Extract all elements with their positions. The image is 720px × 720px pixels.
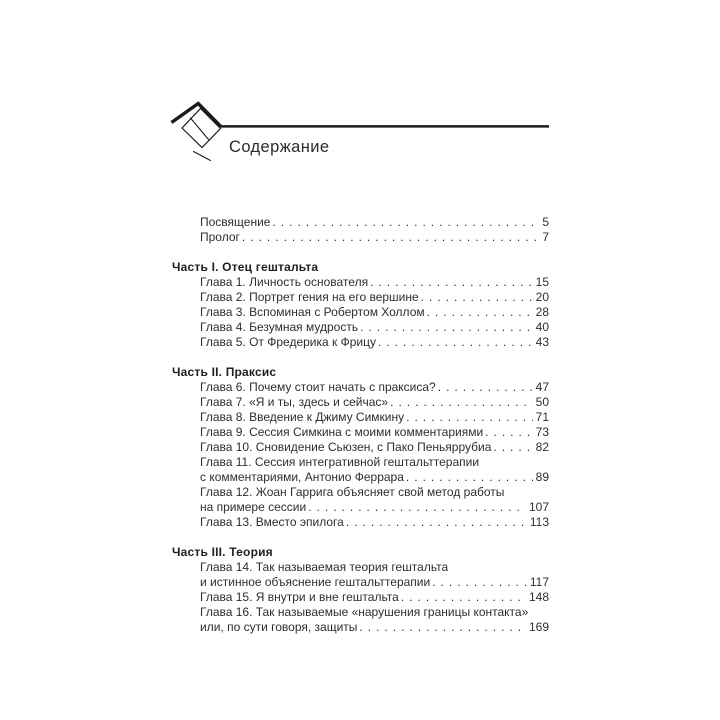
toc-part-heading: Часть I. Отец гештальта (172, 260, 319, 274)
dot-leader (438, 380, 533, 395)
page-number: 71 (535, 410, 549, 424)
toc-section-part (172, 365, 549, 530)
dot-leader (272, 215, 539, 230)
dot-leader (242, 230, 539, 245)
toc-entry (172, 425, 549, 440)
dot-leader (359, 620, 526, 635)
toc-entry (172, 275, 549, 290)
toc-entry-text: Глава 12. Жоан Гаррига объясняет свой метод работы (200, 485, 505, 499)
open-book-icon (172, 104, 221, 161)
page-number: 15 (535, 275, 549, 289)
page-number: 28 (535, 305, 549, 319)
toc-entry-line (200, 605, 549, 620)
page-number: 43 (535, 335, 549, 349)
toc-entry-text: Глава 6. Почему стоит начать с праксиса? (200, 380, 436, 394)
toc-entry-line (200, 455, 549, 470)
toc-entry (172, 590, 549, 605)
toc-section-part (172, 545, 549, 635)
toc-entry (172, 485, 549, 515)
page-number: 7 (542, 230, 549, 244)
toc-entry (172, 320, 549, 335)
dot-leader (346, 515, 527, 530)
page-number: 73 (535, 425, 549, 439)
toc-entry-text: Глава 14. Так называемая теория гештальта (200, 560, 449, 574)
page-number: 148 (528, 590, 549, 604)
toc-entry-text: Глава 5. От Фредерика к Фрицу (200, 335, 376, 349)
toc-section-front-matter (172, 215, 549, 245)
dot-leader (421, 290, 533, 305)
toc-entry (172, 440, 549, 455)
page-number: 113 (529, 515, 549, 529)
dot-leader (390, 395, 533, 410)
toc-entry-text: Глава 11. Сессия интегративной гештальттерапии (200, 455, 480, 469)
toc-entry-text: с комментариями, Антонио Феррара (200, 470, 404, 484)
toc-entry-line (200, 515, 549, 530)
toc-entry-line (200, 305, 549, 320)
toc-entry-line (200, 215, 549, 230)
page-number: 107 (528, 500, 549, 514)
toc-entry-text: Глава 3. Вспоминая с Робертом Холлом (200, 305, 425, 319)
toc-entry-line (200, 275, 549, 290)
dot-leader (360, 320, 533, 335)
toc-entry (172, 290, 549, 305)
toc-entry (172, 410, 549, 425)
toc-entry-line (200, 320, 549, 335)
dot-leader (493, 440, 532, 455)
toc-entry (172, 380, 549, 395)
toc-entry-line (200, 335, 549, 350)
toc-entry (172, 605, 549, 635)
dot-leader (432, 575, 527, 590)
toc-entry-line (200, 380, 549, 395)
toc-entry-text: Глава 1. Личность основателя (200, 275, 369, 289)
toc-section-part (172, 260, 549, 350)
dot-leader (406, 470, 533, 485)
page-title: Содержание (229, 138, 330, 156)
toc-entry (172, 305, 549, 320)
toc-entry-text: Глава 8. Введение к Джиму Симкину (200, 410, 405, 424)
toc-entry (172, 515, 549, 530)
toc-entry (172, 230, 549, 245)
toc-entry-line (200, 620, 549, 635)
dot-leader (406, 410, 533, 425)
toc-entry-line (200, 470, 549, 485)
page-number: 117 (529, 575, 549, 589)
dot-leader (370, 275, 533, 290)
dot-leader (427, 305, 533, 320)
dot-leader (401, 590, 526, 605)
dot-leader (485, 425, 532, 440)
toc (172, 215, 549, 635)
toc-entry-text: Глава 7. «Я и ты, здесь и сейчас» (200, 395, 389, 409)
toc-entry-text: Посвящение (200, 215, 271, 229)
toc-entry-text: Глава 13. Вместо эпилога (200, 515, 344, 529)
toc-entry (172, 560, 549, 590)
toc-part-heading: Часть III. Теория (172, 545, 273, 559)
toc-entry-line (200, 395, 549, 410)
toc-part-heading: Часть II. Праксис (172, 365, 277, 379)
toc-entry-line (200, 500, 549, 515)
toc-entry-text: и истинное объяснение гештальттерапии (200, 575, 431, 589)
toc-entry (172, 455, 549, 485)
toc-entry-text: или, по сути говоря, защиты (200, 620, 358, 634)
toc-entry-text: Глава 2. Портрет гения на его вершине (200, 290, 419, 304)
toc-entry-line (200, 290, 549, 305)
toc-entry-line (200, 230, 549, 245)
toc-entry-line (200, 560, 549, 575)
toc-entry-text: Глава 10. Сновидение Сьюзен, с Пако Пеньяррубиа (200, 440, 492, 454)
toc-entry-line (200, 440, 549, 455)
toc-entry-text: Глава 15. Я внутри и вне гештальта (200, 590, 399, 604)
toc-entry-text: Глава 16. Так называемые «нарушения границы контакта» (200, 605, 529, 619)
page-number: 47 (535, 380, 549, 394)
page-number: 82 (535, 440, 549, 454)
toc-entry-line (200, 590, 549, 605)
page-number: 169 (528, 620, 549, 634)
toc-entry (172, 215, 549, 230)
toc-entry-text: Пролог (200, 230, 240, 244)
toc-entry (172, 395, 549, 410)
toc-entry-text: Глава 9. Сессия Симкина с моими комментариями (200, 425, 484, 439)
page-number: 20 (535, 290, 549, 304)
toc-entry-line (200, 575, 549, 590)
page-number: 50 (535, 395, 549, 409)
toc-entry-line (200, 410, 549, 425)
toc-entry-text: на примере сессии (200, 500, 307, 514)
dot-leader (378, 335, 533, 350)
page-number: 89 (535, 470, 549, 484)
toc-entry-line (200, 485, 549, 500)
toc-entry (172, 335, 549, 350)
toc-entry-line (200, 425, 549, 440)
page-number: 5 (542, 215, 549, 229)
page-number: 40 (535, 320, 549, 334)
dot-leader (308, 500, 526, 515)
toc-entry-text: Глава 4. Безумная мудрость (200, 320, 359, 334)
